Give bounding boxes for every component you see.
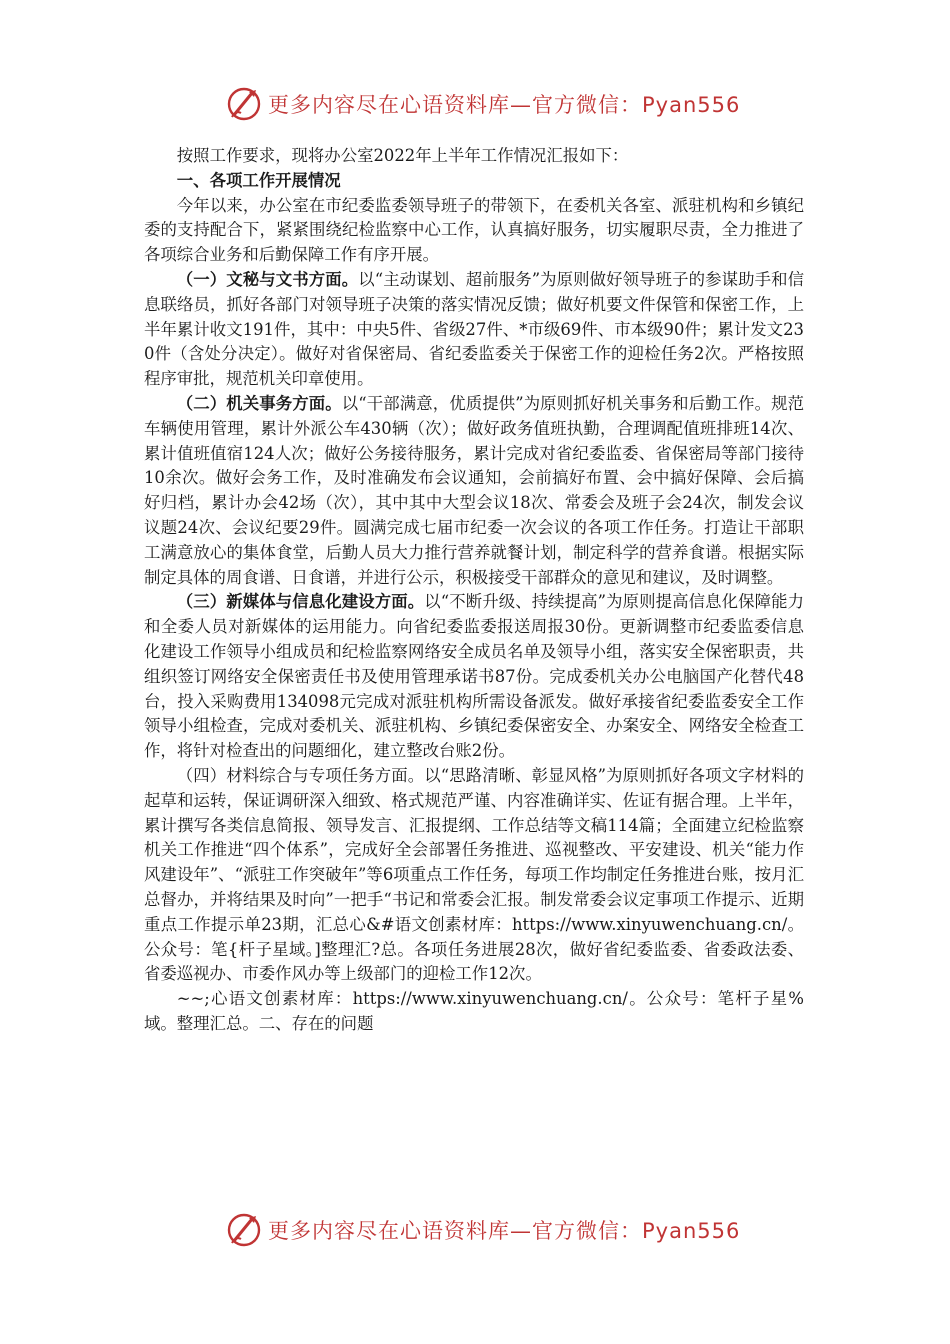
document-body — [144, 144, 804, 1037]
item1-title: （一）文秘与文书方面。 — [176, 269, 359, 289]
item3-text: 以“不断升级、持续提高”为原则提高信息化保障能力和全委人员对新媒体的运用能力。向省纪委监委报送周报30份。更新调整市纪委监委信息化建设工作领导小组成员和纪检监察网络安全成员名单及领导小组，落实安全保密职责，共组织签订网络安全保密责任书及使用管理承诺书87份。完成委机关办公电脑国产化替代48台，投入采购费用134098元完成对派驻机构所需设备派发。做好承接省纪委监委安全工作领导小组检查，完成对委机关、派驻机构、乡镇纪委保密安全、办案安全、网络安全检查工作，将针对检查出的问题细化，建立整改台账2份。 — [144, 592, 804, 761]
intro-paragraph: 按照工作要求，现将办公室2022年上半年工作情况汇报如下： — [176, 146, 629, 165]
item4-paragraph: （四）材料综合与专项任务方面。以“思路清晰、彰显风格”为原则抓好各项文字材料的起草和运转，保证调研深入细致、格式规范严谨、内容准确详实、佐证有据合理。上半年，累计撰写各类信息简报、领导发言、汇报提纲、工作总结等文稿114篇；全面建立纪检监察机关工作推进“四个体系”，完成好全会部署任务推进、巡视整改、平安建设、机关“能力作风建设年”、“派驻工作突破年”等6项重点工作任务，每项工作均制定任务推进台账，按月汇总督办，并将结果及时向”一把手“书记和常委会汇报。制发常委会议定事项工作提示、近期重点工作提示单23期，汇总心&#语文创素材库：https://www.xinyuwenchuang.cn/。公众号：笔{杆子星域。]整理汇?总。各项任务进展28次，做好省纪委监委、省委政法委、省委巡视办、市委作风办等上级部门的迎检工作12次。 — [144, 765, 804, 984]
item2-title: （二）机关事务方面。 — [176, 393, 342, 413]
section1-intro-paragraph: 今年以来，办公室在市纪委监委领导班子的带领下，在委机关各室、派驻机构和乡镇纪委的支持配合下，紧紧围绕纪检监察中心工作，认真搞好服务，切实履职尽责，全力推进了各项综合业务和后勤保障工作有序开展。 — [144, 195, 804, 265]
item1-text: 以“主动谋划、超前服务”为原则做好领导班子的参谋助手和信息联络员，抓好各部门对领导班子决策的落实情况反馈；做好机要文件保管和保密工作，上半年累计收文191件，其中：中央5件、省级27件、*市级69件、市本级90件；累计发文230件（含处分决定）。做好对省保密局、省纪委监委关于保密工作的迎检任务2次。严格按照程序审批，规范机关印章使用。 — [144, 269, 804, 389]
header-watermark-text: 更多内容尽在心语资料库—官方微信：Pyan556 — [268, 93, 741, 117]
footer-watermark-text: 更多内容尽在心语资料库—官方微信：Pyan556 — [268, 1219, 741, 1243]
pen-circle-icon — [226, 1212, 262, 1248]
footer-watermark-banner — [226, 1210, 746, 1250]
closing-paragraph: ~~;心语文创素材库：https://www.xinyuwenchuang.cn/。公众号：笔杆子星%域。整理汇总。二、存在的问题 — [144, 989, 804, 1033]
pen-circle-icon — [226, 86, 262, 122]
item2-text: 以“干部满意，优质提供”为原则抓好机关事务和后勤工作。规范车辆使用管理，累计外派公车430辆（次）；做好政务值班执勤，合理调配值班排班14次、累计值班值宿124人次；做好公务接待服务，累计完成对省纪委监委、省保密局等部门接待10余次。做好会务工作，及时准确发布会议通知，会前搞好布置、会中搞好保障、会后搞好归档，累计办会42场（次），其中其中大型会议18次、常委会及班子会24次，制发会议议题24次、会议纪要29件。圆满完成七届市纪委一次会议的各项工作任务。打造让干部职工满意放心的集体食堂，后勤人员大力推行营养就餐计划，制定科学的营养食谱。根据实际制定具体的周食谱、日食谱，并进行公示，积极接受干部群众的意见和建议，及时调整。 — [144, 393, 805, 587]
section1-heading: 一、各项工作开展情况 — [176, 170, 341, 190]
item3-title: （三）新媒体与信息化建设方面。 — [176, 592, 425, 612]
item2-paragraph — [144, 392, 804, 590]
header-watermark-banner — [226, 84, 746, 124]
item3-paragraph — [144, 590, 804, 764]
item1-paragraph — [144, 268, 804, 392]
